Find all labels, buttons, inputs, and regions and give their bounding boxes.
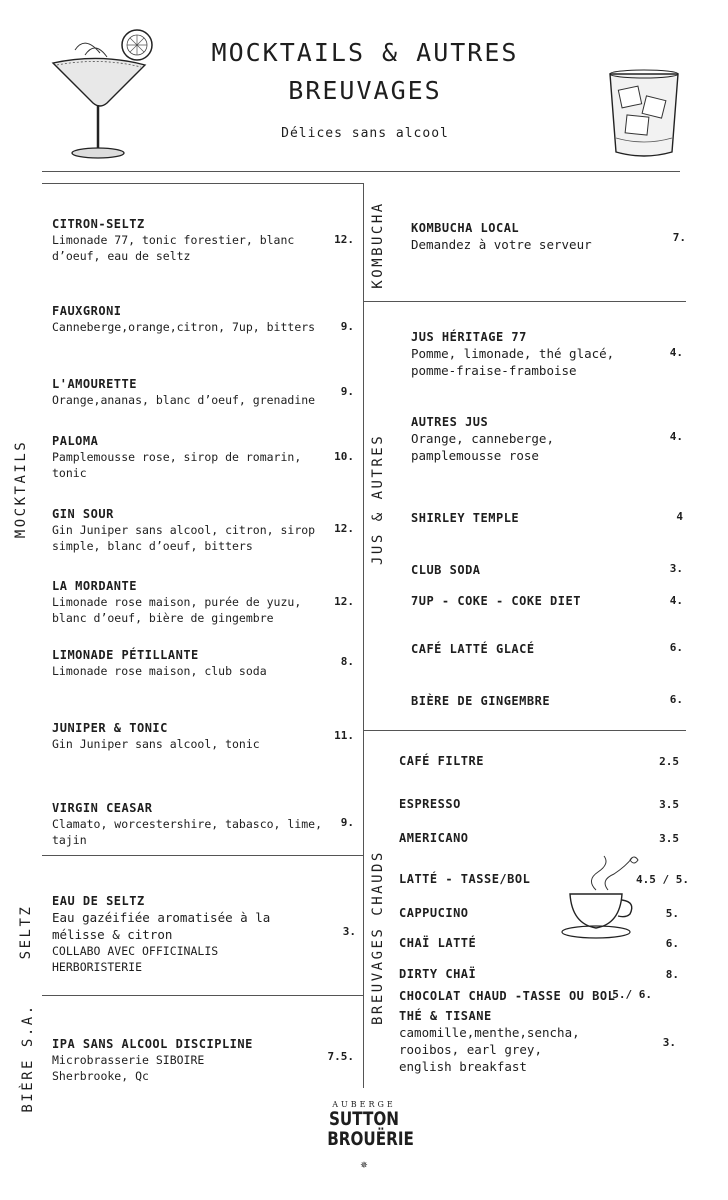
item-name: CHAÏ LATTÉ bbox=[399, 936, 477, 950]
section-label-mocktails: MOCKTAILS bbox=[13, 439, 29, 539]
coffee-cup-illustration bbox=[556, 852, 648, 944]
hot-drink-item bbox=[399, 966, 619, 982]
center-divider bbox=[363, 183, 364, 1088]
item-desc: Microbrasserie SIBOIRE Sherbrooke, Qc bbox=[52, 1053, 205, 1083]
kombucha-divider bbox=[363, 301, 686, 302]
mocktail-item bbox=[52, 506, 327, 554]
item-name: PALOMA bbox=[52, 434, 99, 448]
item-price: 3. bbox=[342, 925, 356, 938]
item-desc: Pomme, limonade, thé glacé, pomme-fraise-framboise bbox=[411, 346, 615, 378]
section-label-jus: JUS & AUTRES bbox=[370, 433, 386, 565]
item-name: EAU DE SELTZ bbox=[52, 894, 145, 908]
section-label-biere: BIÈRE S.A. bbox=[20, 1003, 36, 1113]
item-note: COLLABO AVEC OFFICINALIS HERBORISTERIE bbox=[52, 944, 219, 974]
page-title-line2: BREUVAGES bbox=[288, 76, 442, 105]
item-desc: Demandez à votre serveur bbox=[411, 237, 592, 252]
item-desc: Orange, canneberge, pamplemousse rose bbox=[411, 431, 554, 463]
logo-line2: BROUËRIE bbox=[327, 1128, 414, 1150]
item-desc: Pamplemousse rose, sirop de romarin, tonic bbox=[52, 450, 302, 480]
jus-item bbox=[411, 414, 641, 464]
jus-item bbox=[411, 693, 641, 709]
item-name: DIRTY CHAÏ bbox=[399, 967, 477, 981]
item-price: 4. bbox=[669, 430, 683, 443]
item-name: THÉ & TISANE bbox=[399, 1009, 492, 1023]
item-name: LATTÉ - TASSE/BOL bbox=[399, 872, 531, 886]
item-price: 5./ 6. bbox=[612, 988, 652, 1001]
item-name: SHIRLEY TEMPLE bbox=[411, 511, 520, 525]
mocktail-item bbox=[52, 720, 327, 752]
page-title-line1: MOCKTAILS & AUTRES bbox=[211, 38, 519, 67]
whisky-glass-illustration bbox=[606, 68, 682, 160]
item-price: 12. bbox=[334, 233, 354, 246]
item-price: 8. bbox=[340, 655, 354, 668]
jus-item bbox=[411, 593, 641, 609]
jus-item bbox=[411, 510, 641, 526]
item-price: 9. bbox=[340, 385, 354, 398]
item-desc: Gin Juniper sans alcool, citron, sirop simple, blanc d’oeuf, bitters bbox=[52, 523, 316, 553]
item-name: JUNIPER & TONIC bbox=[52, 721, 168, 735]
header-divider bbox=[42, 171, 680, 172]
item-price: 3.5 bbox=[659, 798, 679, 811]
item-desc: Gin Juniper sans alcool, tonic bbox=[52, 737, 260, 751]
item-price: 6. bbox=[665, 937, 679, 950]
item-name: LA MORDANTE bbox=[52, 579, 137, 593]
logo-line1: SUTTON bbox=[328, 1108, 400, 1130]
item-price: 11. bbox=[334, 729, 354, 742]
item-price: 6. bbox=[669, 641, 683, 654]
item-price: 3. bbox=[669, 562, 683, 575]
section-label-kombucha: KOMBUCHA bbox=[370, 201, 386, 289]
item-price: 7.5. bbox=[327, 1050, 354, 1063]
mocktail-item bbox=[52, 216, 327, 264]
item-name: VIRGIN CEASAR bbox=[52, 801, 153, 815]
item-name: CAPPUCINO bbox=[399, 906, 469, 920]
item-price: 5. bbox=[665, 907, 679, 920]
item-name: 7UP - COKE - COKE DIET bbox=[411, 594, 581, 608]
item-price: 12. bbox=[334, 522, 354, 535]
hot-drink-item bbox=[399, 1008, 619, 1075]
cocktail-glass-illustration bbox=[45, 25, 160, 165]
seltz-item bbox=[52, 893, 302, 975]
item-price: 4. bbox=[669, 346, 683, 359]
item-name: ESPRESSO bbox=[399, 797, 461, 811]
mocktail-item bbox=[52, 578, 327, 626]
item-name: AUTRES JUS bbox=[411, 415, 489, 429]
item-name: CAFÉ FILTRE bbox=[399, 754, 484, 768]
item-desc: Canneberge,orange,citron, 7up, bitters bbox=[52, 320, 316, 334]
item-name: FAUXGRONI bbox=[52, 304, 122, 318]
item-price: 4.5 / 5. bbox=[636, 873, 689, 886]
item-desc: Clamato, worcestershire, tabasco, lime, tajin bbox=[52, 817, 323, 847]
logo-top-text: AUBERGE bbox=[332, 1100, 396, 1109]
jus-item bbox=[411, 562, 641, 578]
item-desc: Orange,ananas, blanc d’oeuf, grenadine bbox=[52, 393, 316, 407]
hot-drink-item bbox=[399, 830, 619, 846]
jus-item bbox=[411, 329, 641, 379]
item-desc: Limonade rose maison, club soda bbox=[52, 664, 267, 678]
item-desc: camomille,menthe,sencha, rooibos, earl grey, english breakfast bbox=[399, 1025, 580, 1074]
item-price: 2.5 bbox=[659, 755, 679, 768]
mocktail-item bbox=[52, 433, 327, 481]
biere-item bbox=[52, 1036, 302, 1084]
kombucha-item bbox=[411, 220, 641, 253]
page-subtitle: Délices sans alcool bbox=[281, 126, 449, 141]
item-name: CITRON-SELTZ bbox=[52, 217, 145, 231]
hot-drink-item bbox=[399, 753, 619, 769]
section-label-seltz: SELTZ bbox=[18, 904, 34, 960]
item-price: 4. bbox=[669, 594, 683, 607]
jus-divider bbox=[363, 730, 686, 731]
item-name: KOMBUCHA LOCAL bbox=[411, 221, 520, 235]
item-name: LIMONADE PÉTILLANTE bbox=[52, 648, 199, 662]
item-price: 9. bbox=[340, 816, 354, 829]
section-label-chauds: BREUVAGES CHAUDS bbox=[370, 850, 386, 1025]
item-price: 3.5 bbox=[659, 832, 679, 845]
item-price: 7. bbox=[672, 231, 686, 244]
mocktail-item bbox=[52, 647, 327, 679]
item-price: 3. bbox=[662, 1036, 676, 1049]
mocktail-item bbox=[52, 376, 327, 408]
item-price: 4 bbox=[676, 510, 683, 523]
seltz-divider bbox=[42, 995, 363, 996]
mocktail-item bbox=[52, 800, 327, 848]
item-name: AMERICANO bbox=[399, 831, 469, 845]
item-price: 9. bbox=[340, 320, 354, 333]
item-name: IPA SANS ALCOOL DISCIPLINE bbox=[52, 1037, 253, 1051]
item-name: JUS HÉRITAGE 77 bbox=[411, 330, 527, 344]
brand-logo bbox=[318, 1100, 414, 1171]
hot-drink-item bbox=[399, 796, 619, 812]
item-name: L'AMOURETTE bbox=[52, 377, 137, 391]
mocktails-divider bbox=[42, 855, 363, 856]
item-name: GIN SOUR bbox=[52, 507, 114, 521]
item-price: 12. bbox=[334, 595, 354, 608]
item-desc: Eau gazéifiée aromatisée à la mélisse & citron bbox=[52, 910, 271, 942]
item-name: CAFÉ LATTÉ GLACÉ bbox=[411, 642, 535, 656]
top-left-divider bbox=[42, 183, 363, 184]
item-name: BIÈRE DE GINGEMBRE bbox=[411, 694, 551, 708]
item-desc: Limonade rose maison, purée de yuzu, blanc d’oeuf, bière de gingembre bbox=[52, 595, 302, 625]
item-price: 6. bbox=[669, 693, 683, 706]
item-desc: Limonade 77, tonic forestier, blanc d’oeuf, eau de seltz bbox=[52, 233, 295, 263]
item-name: CHOCOLAT CHAUD -TASSE OU BOL bbox=[399, 989, 616, 1003]
mocktail-item bbox=[52, 303, 327, 335]
item-price: 10. bbox=[334, 450, 354, 463]
star-emblem-icon: ✵ bbox=[360, 1157, 368, 1171]
item-price: 8. bbox=[665, 968, 679, 981]
jus-item bbox=[411, 641, 641, 657]
item-name: CLUB SODA bbox=[411, 563, 481, 577]
